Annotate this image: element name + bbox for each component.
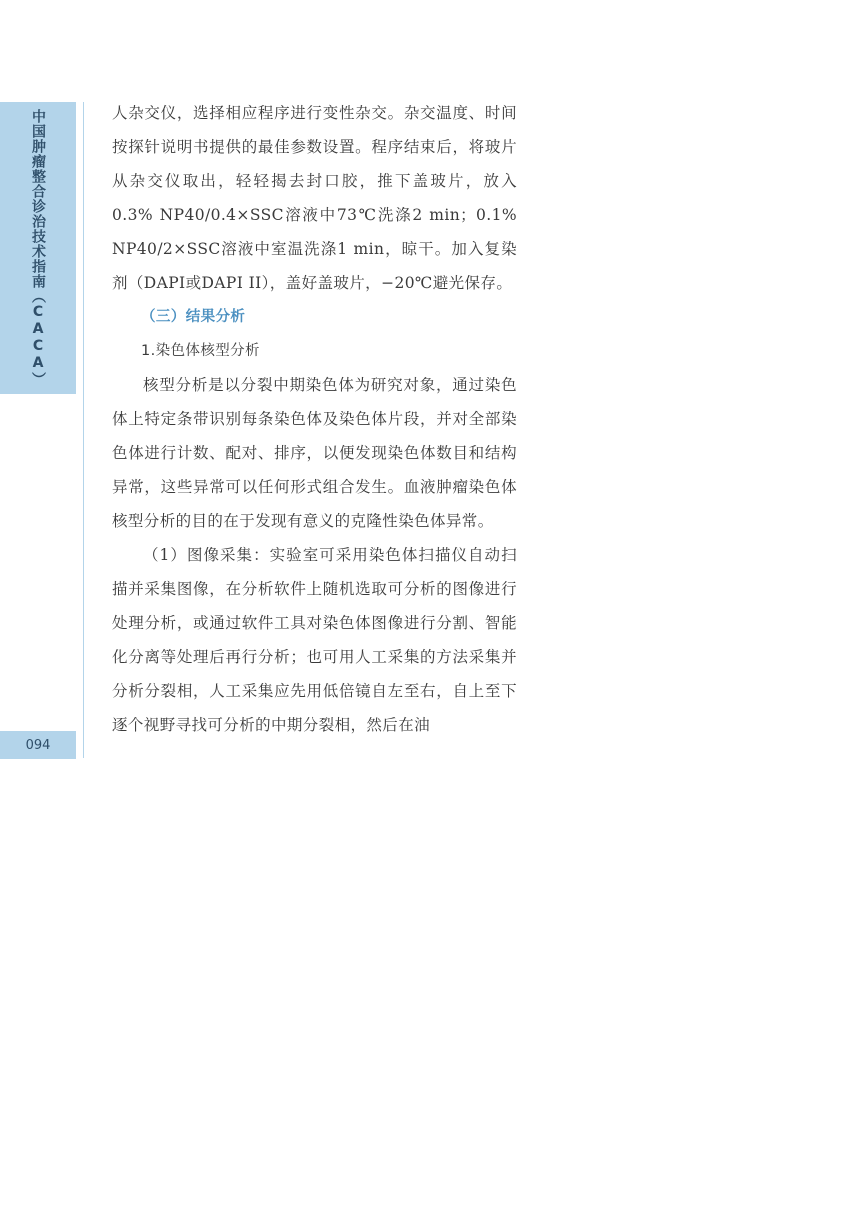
sidebar-book-title: [0, 102, 76, 394]
main-text: [112, 96, 517, 742]
section-heading: （三）结果分析: [141, 309, 246, 325]
paragraph-karyotype: 核型分析是以分裂中期染色体为研究对象，通过染色体上特定条带识别每条染色体及染色体片段，并对全部染色体进行计数、配对、排序，以便发现染色体数目和结构异常，这些异常可以任何形式组合发生。血液肿瘤染色体核型分析的目的在于发现有意义的克隆性染色体异常。: [112, 376, 517, 530]
paragraph-image-capture: （1）图像采集：实验室可采用染色体扫描仪自动扫描并采集图像，在分析软件上随机选取可分析的图像进行处理分析，或通过软件工具对染色体图像进行分割、智能化分离等处理后再行分析；也可用人工采集的方法采集并分析分裂相，人工采集应先用低倍镜自左至右，自上至下逐个视野寻找可分析的中期分裂相，然后在油: [112, 546, 517, 734]
page-number: 094: [25, 737, 51, 753]
book-title-text: 中国肿瘤整合诊治技术指南（CACA）: [30, 109, 46, 387]
sub-heading: 1.染色体核型分析: [141, 343, 260, 359]
paragraph-continuation: 人杂交仪，选择相应程序进行变性杂交。杂交温度、时间按探针说明书提供的最佳参数设置。程序结束后，将玻片从杂交仪取出，轻轻揭去封口胶，推下盖玻片，放入0.3% NP40/0.4×SSC溶液中73℃洗涤2 min；0.1% NP40/2×SSC溶液中室温洗涤1 min，晾干。加入复染剂（DAPI或DAPI II），盖好盖玻片，−20℃避光保存。: [112, 104, 517, 292]
page-number-tab: [0, 731, 76, 759]
vertical-divider: [83, 102, 84, 758]
